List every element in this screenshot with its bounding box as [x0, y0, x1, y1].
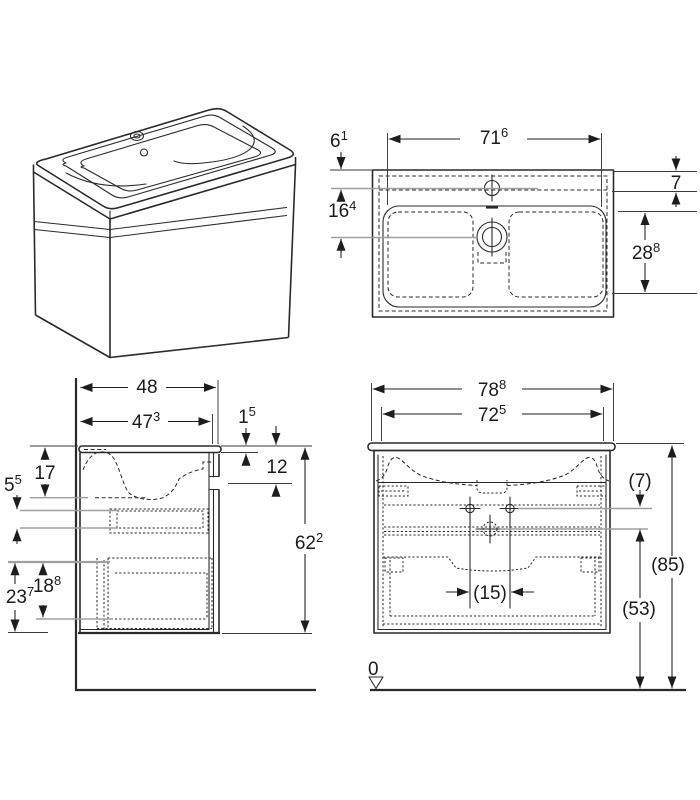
dim-plan-tap-offset-label: $6^1$	[330, 128, 348, 152]
dim-side-ceramic-depth-label: $47^3$	[131, 409, 161, 433]
dim-plan-rim-label: 7	[670, 173, 682, 194]
basin-hidden-inset	[379, 176, 607, 311]
dim-side-basin-height-label: 17	[34, 463, 56, 484]
dim-front-width-label: $78^8$	[477, 377, 507, 401]
dim-front-ceramic-width-label: $72^5$	[477, 402, 507, 426]
cabinet-left-edge	[34, 172, 36, 315]
dim-side-drawer-label: $23^7$	[5, 584, 35, 608]
view-front	[368, 377, 686, 690]
basin-profile-front-hidden	[376, 457, 609, 485]
drawer-groove-bottom	[35, 216, 287, 238]
dim-front-trap-height-label: (53)	[622, 599, 656, 620]
view-side	[4, 377, 323, 690]
dim-side-slab-label: $1^5$	[238, 404, 256, 428]
dim-side-depth-label: 48	[136, 377, 158, 398]
basin-rim	[383, 206, 606, 307]
dim-plan-width-label: $71^6$	[479, 125, 509, 149]
deck-outline	[37, 109, 294, 209]
basin-outer	[373, 170, 614, 317]
view-3d-perspective	[34, 109, 296, 358]
dim-side-drawer-inner-label: $18^8$	[32, 573, 62, 597]
upper-drawer-inner	[117, 511, 203, 528]
cabinet-right-edge	[289, 165, 296, 338]
carcass-front	[374, 451, 610, 634]
dim-front-hole-to-trap-label: (7)	[628, 471, 652, 492]
drawer-corner-right-hidden	[581, 558, 599, 572]
bowl-left-hidden	[388, 212, 473, 297]
dim-plan-bowl-label: $28^8$	[631, 240, 661, 264]
bowl-scurve	[174, 126, 254, 164]
datum-label: 0	[368, 659, 379, 680]
dim-side-cabinet-height-label: $62^2$	[294, 530, 324, 554]
dim-plan-tap-to-drain-label: $16^4$	[328, 198, 357, 222]
upper-drawer-outer	[110, 509, 208, 533]
dim-side-inner-gap-label: $5^5$	[4, 472, 22, 496]
wall-floor-line	[76, 378, 316, 690]
dim-front-total-height-label: (85)	[651, 555, 685, 576]
drawer-top-hidden	[383, 557, 601, 571]
bowl-right-hidden	[509, 212, 603, 297]
dim-front-hole-spacing-label: (15)	[473, 583, 507, 604]
slab-front	[368, 443, 615, 451]
drawer-corner-left-hidden	[385, 558, 403, 572]
basin-profile-hidden	[83, 452, 214, 500]
bowl-front-accent	[66, 173, 146, 186]
overflow-hole	[141, 149, 148, 156]
cabinet-bottom-edges	[36, 315, 289, 358]
drawer-groove-top	[35, 208, 287, 230]
view-plan	[328, 125, 697, 317]
dim-side-front-gap-label: 12	[266, 457, 288, 478]
